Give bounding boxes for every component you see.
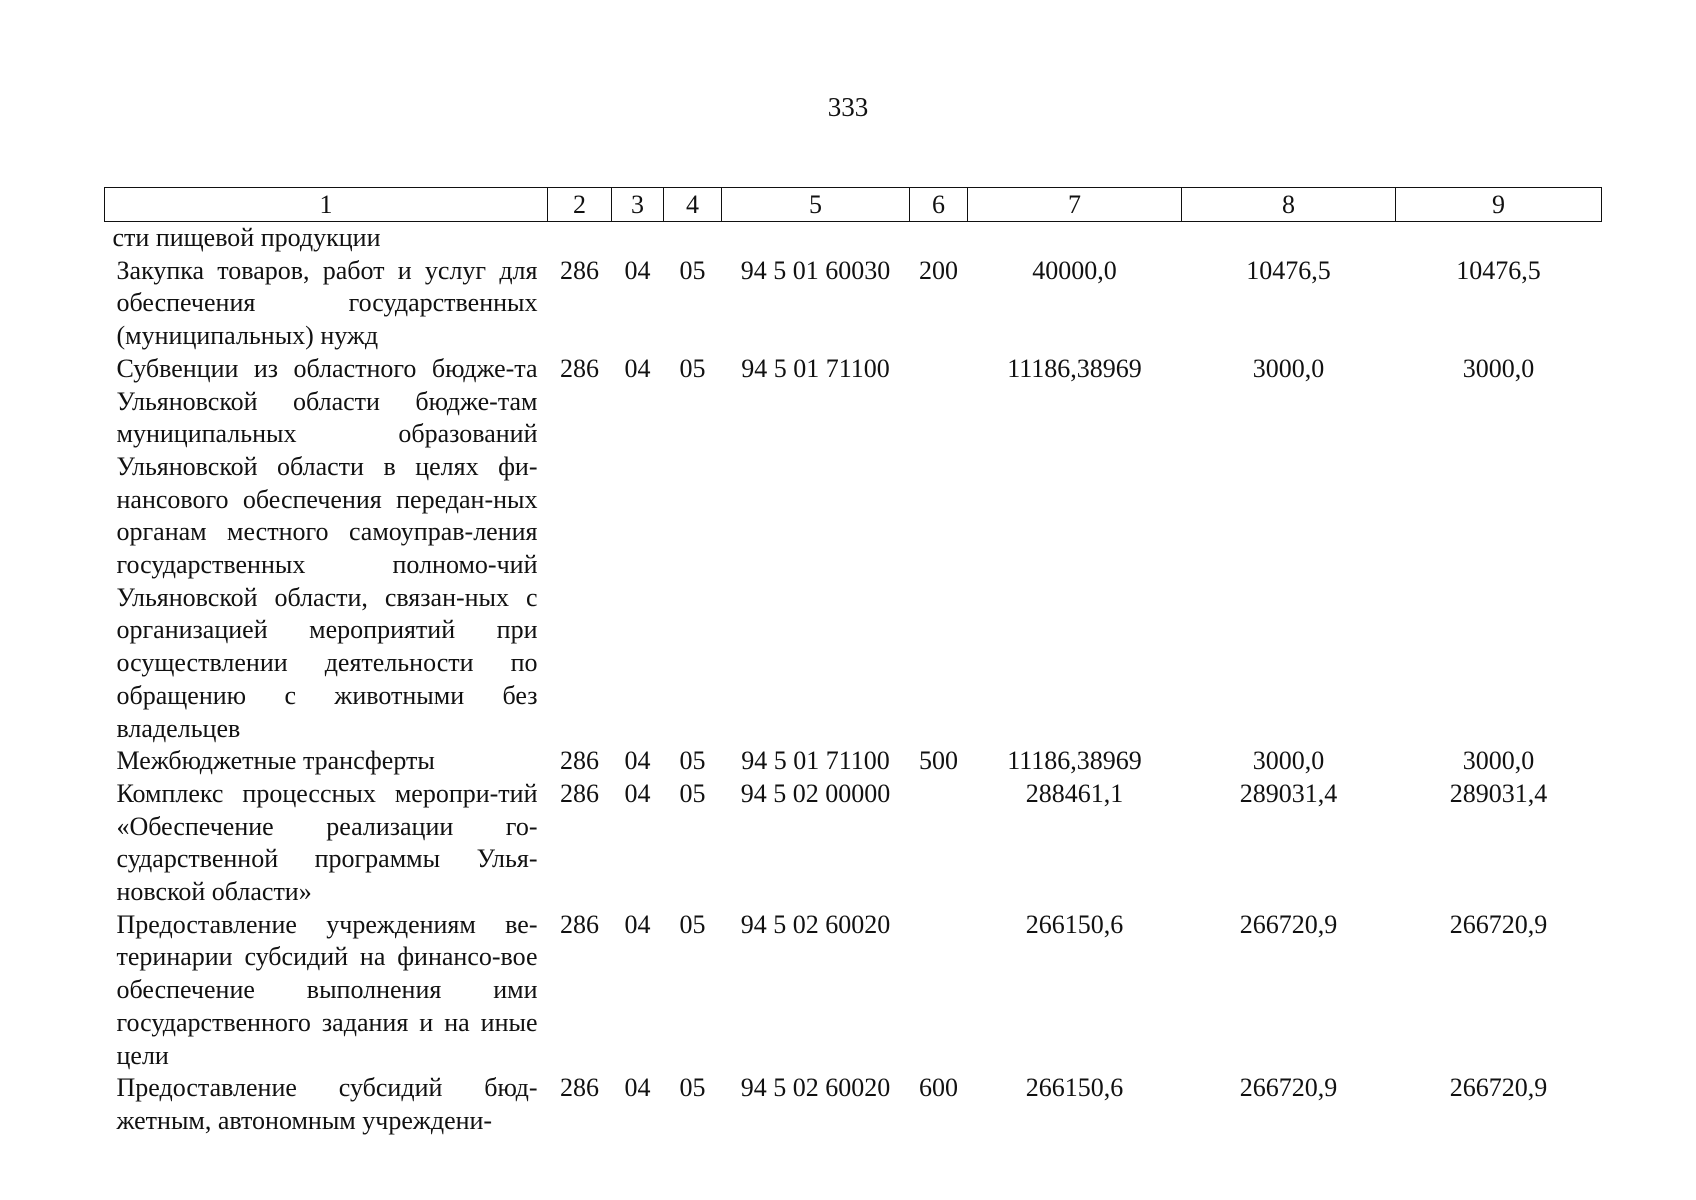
amount-col7: 11186,38969 [1007,746,1142,776]
amount-col9: 266720,9 [1449,1073,1548,1103]
amount-col8: 289031,4 [1239,778,1338,808]
target-article-code: 94 5 02 60020 [740,1073,891,1103]
chapter-code: 286 [560,778,599,808]
expense-type-code: 600 [919,1073,958,1103]
column-header-3: 3 [612,188,664,222]
section-code: 04 [624,353,651,383]
amount-col7: 288461,1 [1025,778,1124,808]
chapter-code: 286 [560,746,599,776]
expense-type-code [910,222,968,255]
table-header-row [105,188,1602,222]
amount-col7: 266150,6 [1025,909,1124,939]
table-row [105,909,1602,1073]
column-header-1: 1 [105,188,548,222]
expense-type-code: 500 [919,746,958,776]
amount-col9: 3000,0 [1462,353,1535,383]
chapter-code: 286 [560,353,599,383]
subsection-code [664,222,722,255]
row-name: Закупка товаров, работ и услуг для обеспечения государственных (муниципальных) нужд [116,255,538,351]
amount-col9: 3000,0 [1462,746,1535,776]
subsection-code: 05 [679,746,706,776]
table-row [105,778,1602,909]
amount-col8 [1182,222,1396,255]
section-code: 04 [624,746,651,776]
target-article-code: 94 5 01 71100 [741,746,890,776]
table-row [105,745,1602,778]
subsection-code: 05 [679,255,706,285]
row-name: сти пищевой продукции [112,223,381,252]
row-name: Комплекс процессных меропри-тий «Обеспечение реализации го-сударственной программы Улья-новской области» [116,778,538,907]
target-article-code: 94 5 02 60020 [740,909,891,939]
expense-type-code: 200 [919,255,958,285]
table-row [105,255,1602,353]
column-header-7: 7 [968,188,1182,222]
amount-col7 [968,222,1182,255]
page-number: 333 [827,92,869,122]
chapter-code: 286 [560,909,599,939]
amount-col8: 266720,9 [1239,1073,1338,1103]
section-code: 04 [624,1073,651,1103]
column-header-2: 2 [548,188,612,222]
chapter-code: 286 [560,255,599,285]
amount-col9: 266720,9 [1449,909,1548,939]
target-article-code: 94 5 02 00000 [740,778,891,808]
subsection-code: 05 [679,353,706,383]
column-header-9: 9 [1396,188,1602,222]
column-header-6: 6 [910,188,968,222]
expense-type-code [910,778,968,909]
chapter-code [548,222,612,255]
amount-col8: 3000,0 [1252,746,1325,776]
row-name: Субвенции из областного бюдже-та Ульяновской области бюдже-там муниципальных образований Ульяновской области в целях фи-нансового обеспечения передан-ных органам местного самоуправ-ления государственных полномо-чий Ульяновской области, связан-ных с организацией мероприятий при осуществлении деятельности по обращению с животными без владельцев [116,353,538,743]
row-name: Предоставление учреждениям ве-теринарии субсидий на финансо-вое обеспечение выполнения ими государственного задания и на иные цели [116,909,538,1070]
amount-col8: 3000,0 [1252,353,1325,383]
column-header-8: 8 [1182,188,1396,222]
chapter-code: 286 [560,1073,599,1103]
row-name: Межбюджетные трансферты [116,746,435,776]
column-header-4: 4 [664,188,722,222]
section-code [612,222,664,255]
subsection-code: 05 [679,778,706,808]
table-row [105,222,1602,255]
table-row [105,1072,1602,1137]
subsection-code: 05 [679,1073,706,1103]
amount-col9 [1396,222,1602,255]
row-name: Предоставление субсидий бюд-жетным, автономным учреждени- [116,1073,538,1135]
amount-col8: 266720,9 [1239,909,1338,939]
subsection-code: 05 [679,909,706,939]
amount-col8: 10476,5 [1246,255,1331,285]
target-article-code [722,222,910,255]
amount-col7: 11186,38969 [1007,353,1142,383]
amount-col9: 289031,4 [1449,778,1548,808]
budget-table [104,187,1602,1138]
section-code: 04 [624,909,651,939]
column-header-5: 5 [722,188,910,222]
section-code: 04 [624,778,651,808]
amount-col9: 10476,5 [1456,255,1541,285]
expense-type-code [910,909,968,1073]
amount-col7: 40000,0 [1032,255,1117,285]
target-article-code: 94 5 01 71100 [741,353,890,383]
amount-col7: 266150,6 [1025,1073,1124,1103]
target-article-code: 94 5 01 60030 [740,255,891,285]
section-code: 04 [624,255,651,285]
table-row [105,353,1602,745]
expense-type-code [910,353,968,745]
